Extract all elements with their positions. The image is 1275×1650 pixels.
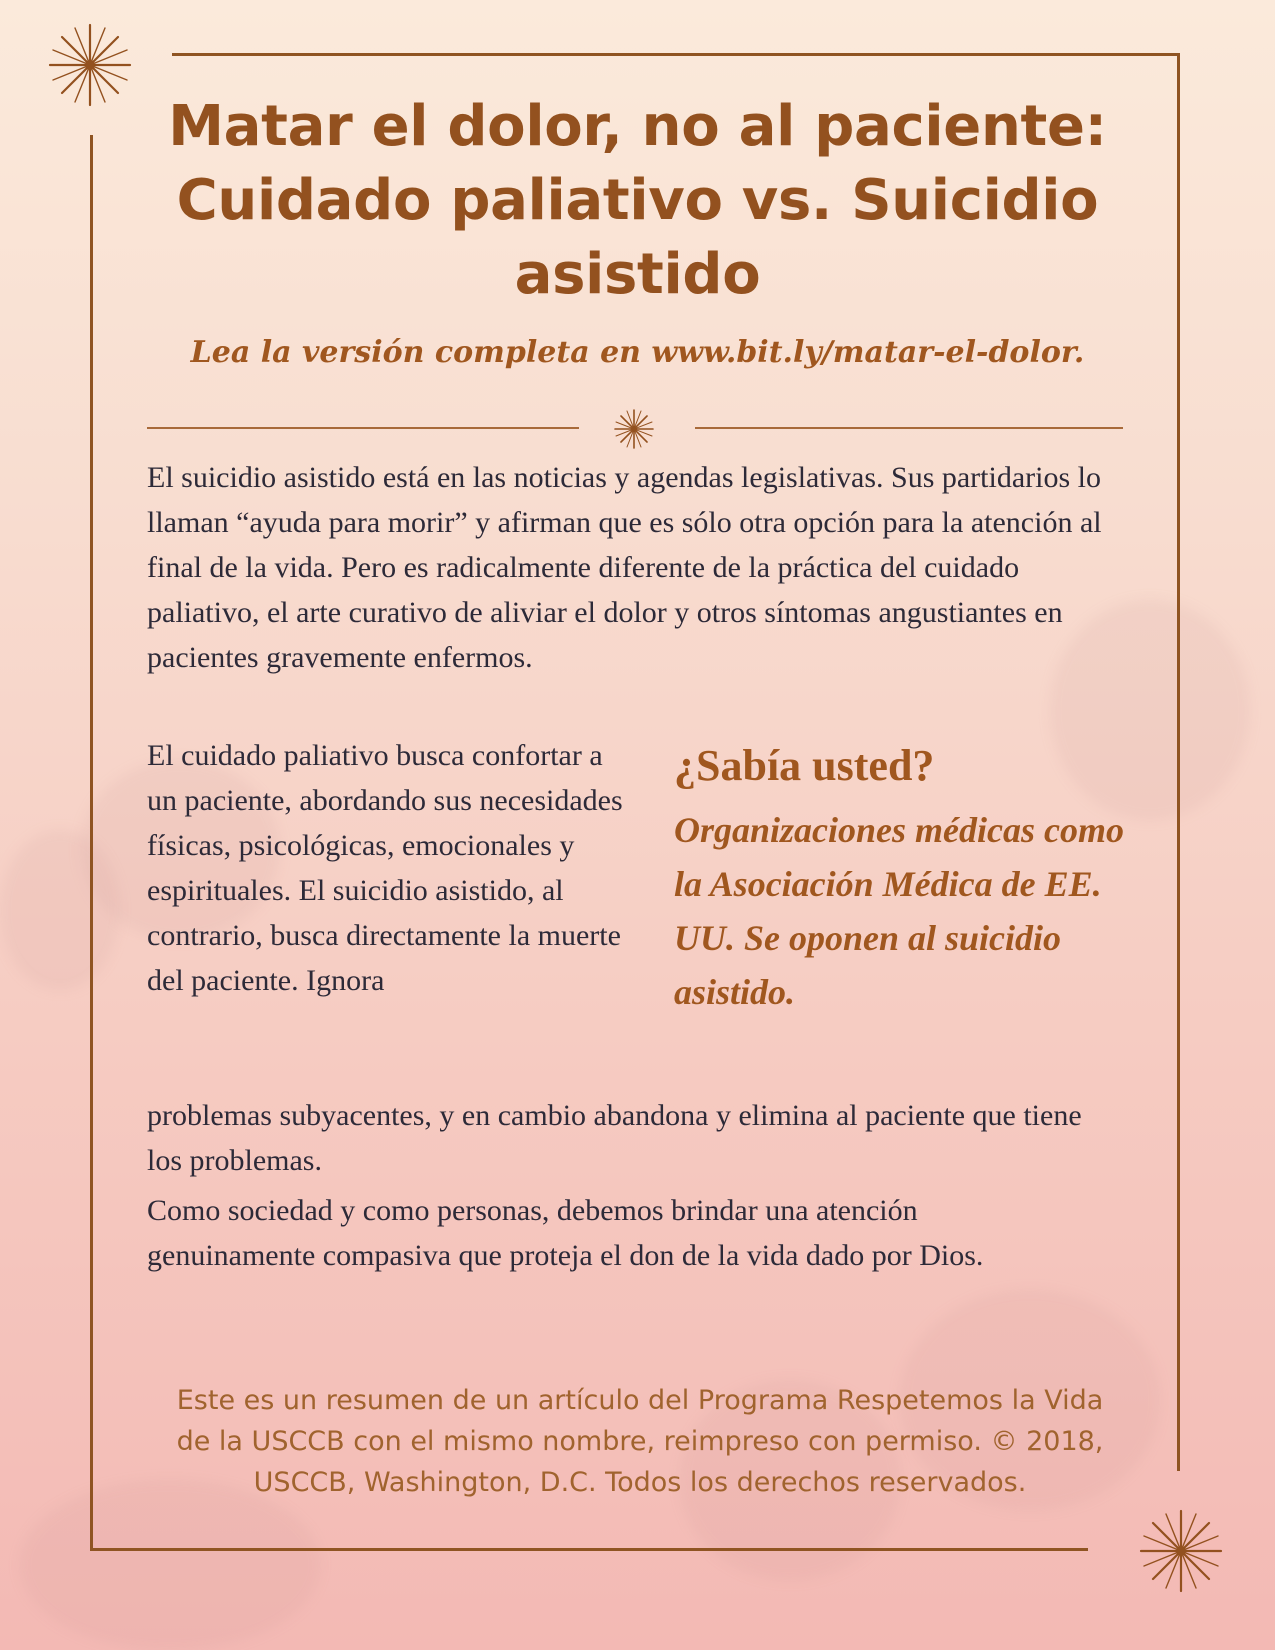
background-flower-shape — [20, 1480, 320, 1650]
callout-body: Organizaciones médicas como la Asociación Médica de EE. UU. Se oponen al suicidio asistido. — [674, 810, 1124, 1012]
body-paragraph: El suicidio asistido está en las noticias y agendas legislativas. Sus partidarios lo llaman “ayuda para morir” y afirman que es sólo otra opción para la atención al final de la vida. Pero es radicalmente diferente de la práctica del cuidado paliativo, el arte curativo de aliviar el dolor y otros síntomas angustiantes en pacientes gravemente enfermos. — [147, 461, 1102, 674]
body-paragraph: Como sociedad y como personas, debemos brindar una atención genuinamente compasiva que proteja el don de la vida dado por Dios. — [147, 1194, 984, 1272]
frame-left-line — [90, 135, 93, 1551]
body-paragraph: El cuidado paliativo busca confortar a un paciente, abordando sus necesidades físicas, psicológicas, emocionales y espirituales. El suicidio asistido, al contrario, busca directamente la muerte del paciente. Ignora — [147, 739, 623, 997]
starburst-icon — [47, 22, 133, 108]
page-title: Matar el dolor, no al paciente: Cuidado paliativo vs. Suicidio asistido — [168, 94, 1107, 307]
subtitle-link-text: Lea la versión completa en www.bit.ly/matar-el-dolor. — [190, 335, 1085, 370]
frame-top-line — [172, 53, 1180, 56]
did-you-know-callout — [674, 740, 1124, 1019]
separator-right — [695, 427, 1123, 429]
frame-bottom-line — [90, 1548, 1088, 1551]
starburst-icon — [1138, 1508, 1224, 1594]
copyright-footer: Este es un resumen de un artículo del Programa Respetemos la Vida de la USCCB con el mismo nombre, reimpreso con permiso. © 2018, USCCB, Washington, D.C. Todos los derechos reservados. — [176, 1385, 1104, 1498]
callout-title: ¿Sabía usted? — [674, 741, 935, 790]
body-paragraph: problemas subyacentes, y en cambio abandona y elimina al paciente que tiene los problemas. — [147, 1099, 1082, 1177]
background-flower-shape — [0, 830, 120, 990]
separator-left — [147, 427, 579, 429]
frame-right-line — [1177, 53, 1180, 1471]
starburst-icon — [613, 408, 655, 450]
